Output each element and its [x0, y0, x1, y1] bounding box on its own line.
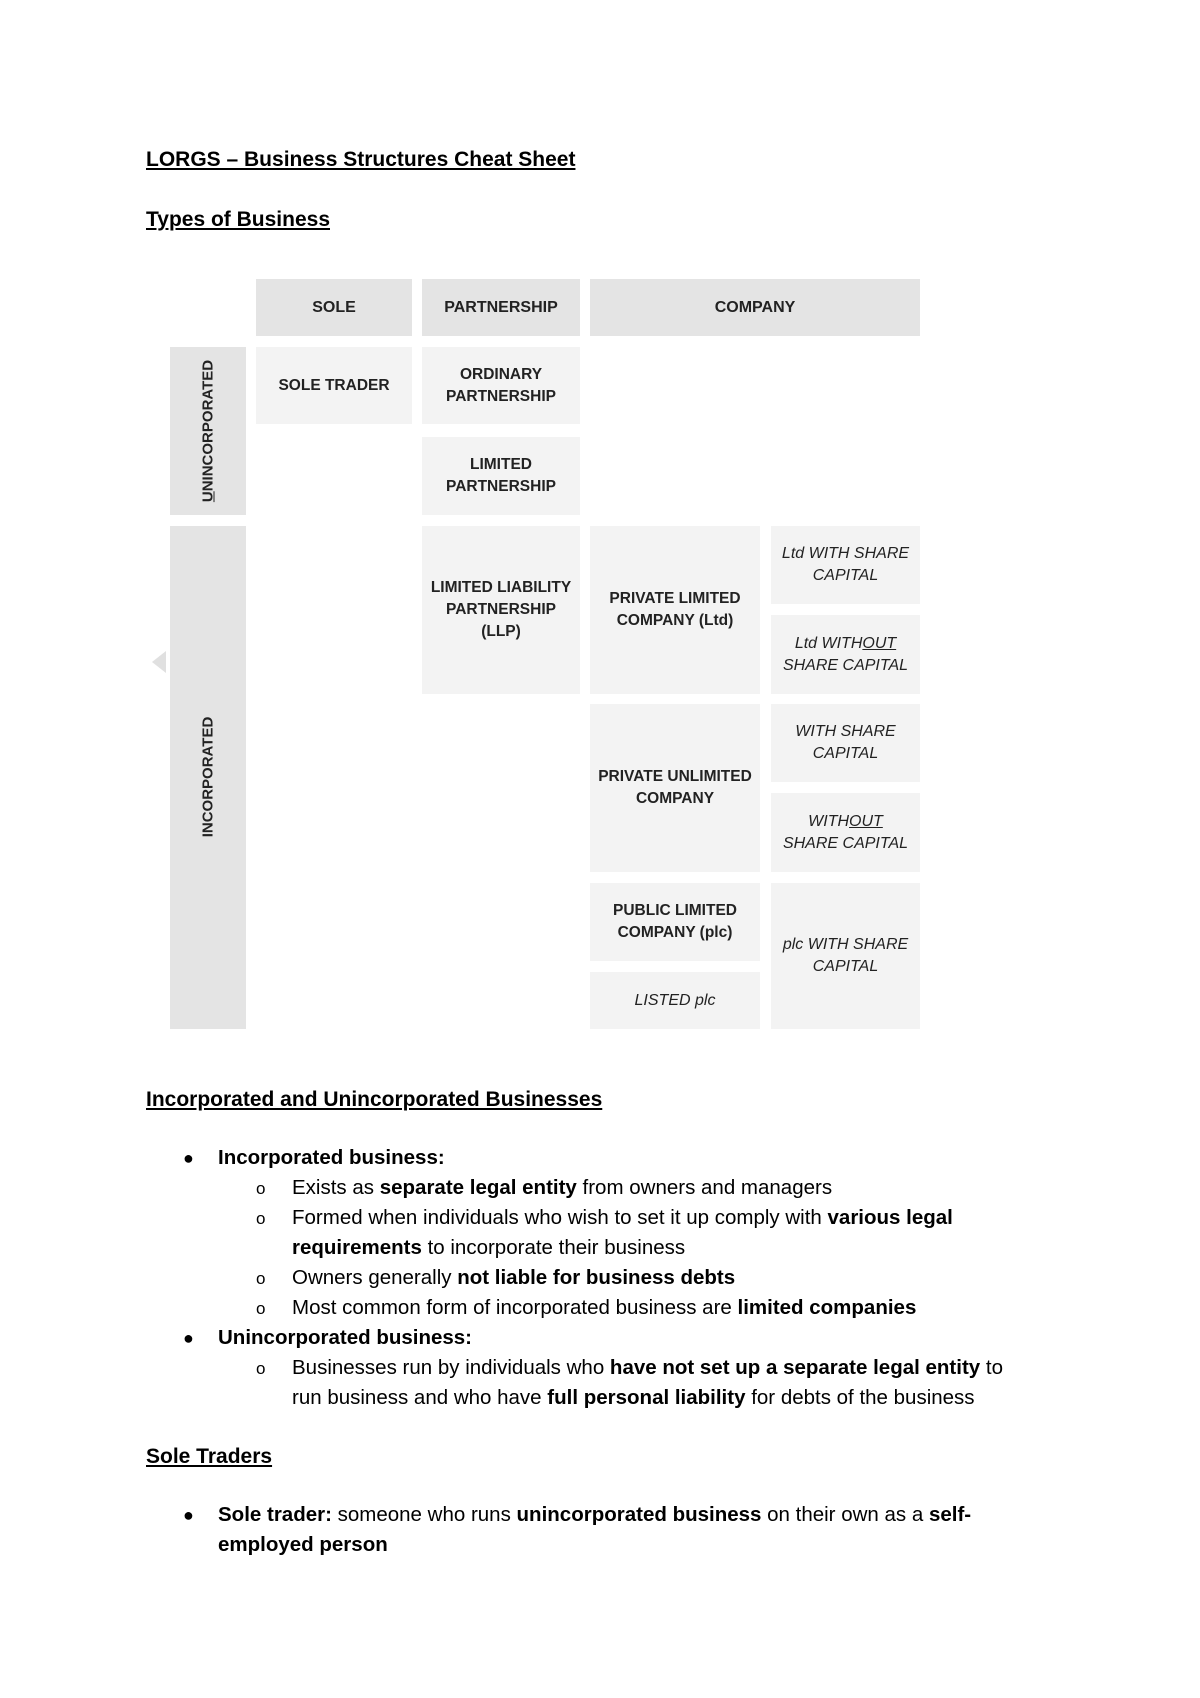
incorporated-label: INCORPORATED	[199, 716, 217, 838]
circle-bullet-icon: o	[256, 1299, 266, 1318]
arrow-left-icon	[152, 651, 166, 673]
list-item-continuation: run business and who have full personal liability for debts of the business	[292, 1386, 975, 1409]
list-item-continuation: employed person	[218, 1533, 388, 1556]
cell-public-limited: PUBLIC LIMITED COMPANY (plc)	[590, 883, 760, 961]
list-item: o Most common form of incorporated business are limited companies	[292, 1293, 916, 1323]
cell-private-unlimited: PRIVATE UNLIMITED COMPANY	[590, 704, 760, 872]
header-sole: SOLE	[256, 279, 412, 336]
list-item: o Businesses run by individuals who have not set up a separate legal entity to	[292, 1353, 1003, 1383]
list-item: o Exists as separate legal entity from owners and managers	[292, 1173, 832, 1203]
cell-llp: LIMITED LIABILITY PARTNERSHIP (LLP)	[422, 526, 580, 694]
header-company: COMPANY	[590, 279, 920, 336]
cell-limited-partnership: LIMITED PARTNERSHIP	[422, 437, 580, 515]
list-item: o Formed when individuals who wish to set it up comply with various legal	[292, 1203, 953, 1233]
list-item: ● Incorporated business:	[218, 1143, 445, 1173]
circle-bullet-icon: o	[256, 1359, 266, 1378]
unincorporated-label: UNINCORPORATED	[199, 359, 217, 503]
cell-listed-plc: LISTED plc	[590, 972, 760, 1029]
section-heading-incorporated: Incorporated and Unincorporated Businesses	[146, 1088, 603, 1111]
cell-plc-with-share: plc WITH SHARE CAPITAL	[771, 883, 920, 1029]
list-item: ● Sole trader: someone who runs unincorporated business on their own as a self-	[218, 1500, 971, 1530]
cell-private-limited: PRIVATE LIMITED COMPANY (Ltd)	[590, 526, 760, 694]
cell-with-share: WITH SHARE CAPITAL	[771, 704, 920, 782]
list-item: o Owners generally not liable for business debts	[292, 1263, 735, 1293]
cell-without-share: WITHOUT SHARE CAPITAL	[771, 793, 920, 872]
bullet-icon: ●	[183, 1505, 194, 1525]
bullet-icon: ●	[183, 1148, 194, 1168]
list-item-continuation: requirements to incorporate their business	[292, 1236, 686, 1259]
cell-ltd-with-share: Ltd WITH SHARE CAPITAL	[771, 526, 920, 604]
circle-bullet-icon: o	[256, 1269, 266, 1288]
bullet-icon: ●	[183, 1328, 194, 1348]
cell-sole-trader: SOLE TRADER	[256, 347, 412, 424]
circle-bullet-icon: o	[256, 1179, 266, 1198]
section-heading-sole-traders: Sole Traders	[146, 1445, 273, 1468]
cell-ordinary-partnership: ORDINARY PARTNERSHIP	[422, 347, 580, 424]
list-item: ● Unincorporated business:	[218, 1323, 472, 1353]
section-heading-types: Types of Business	[146, 208, 330, 231]
circle-bullet-icon: o	[256, 1209, 266, 1228]
cell-ltd-without-share: Ltd WITHOUT SHARE CAPITAL	[771, 615, 920, 694]
header-partnership: PARTNERSHIP	[422, 279, 580, 336]
page-title: LORGS – Business Structures Cheat Sheet	[146, 148, 576, 171]
